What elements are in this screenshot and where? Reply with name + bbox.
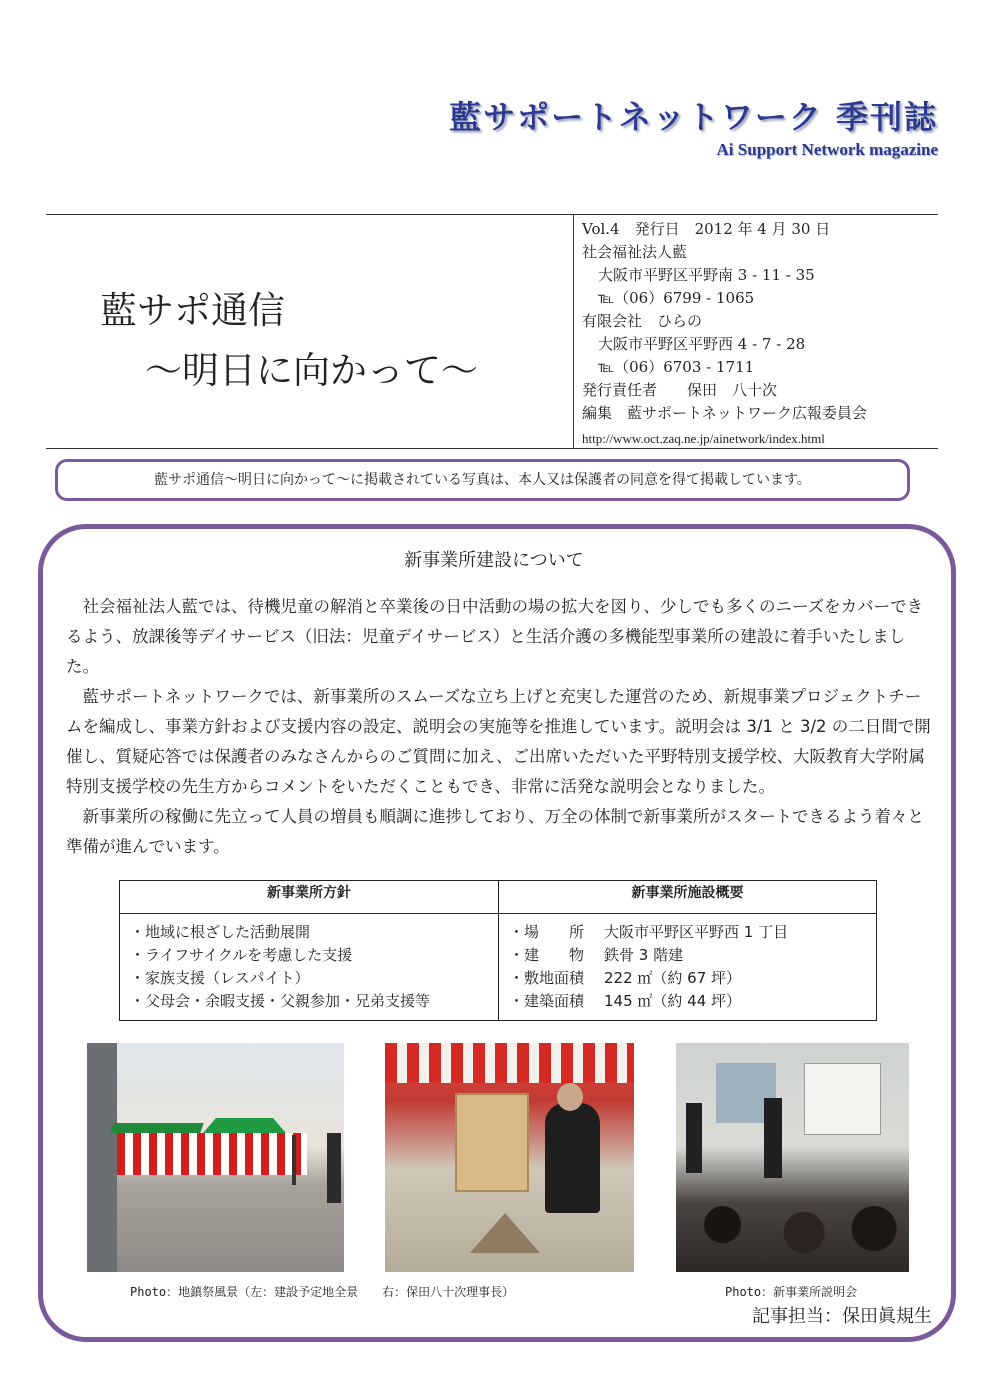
newsletter-subtitle: ～明日に向かって～: [145, 349, 478, 392]
policy-item: ・父母会・余暇支援・父親参加・兄弟支援等: [130, 992, 431, 1010]
org1-tel: ℡（06）6799 ‐ 1065: [598, 289, 755, 307]
facility-list: [499, 914, 877, 1021]
facility-value: 222 ㎡（約 67 坪）: [604, 969, 742, 987]
masthead-subtitle: Ai Support Network magazine: [716, 140, 938, 159]
article-body: [66, 592, 936, 862]
article-title: 新事業所建設について: [404, 550, 584, 571]
org1-address: 大阪市平野区平野南 3 ‐ 11 ‐ 35: [598, 266, 815, 284]
facility-key: ・敷地面積: [509, 969, 585, 987]
policy-header: 新事業所方針: [120, 881, 499, 914]
ceremony-photo-caption: Photo：地鎮祭風景（左：建設予定地全景 右：保田八十次理事長）: [130, 1285, 515, 1299]
publisher: 発行責任者 保田 八十次: [582, 381, 778, 399]
org2-tel: ℡（06）6703 ‐ 1711: [598, 358, 755, 376]
newsletter-title: 藍サポ通信: [100, 289, 285, 332]
facility-key: ・建築面積: [509, 992, 585, 1010]
facility-row: [509, 921, 866, 944]
article-paragraph: 社会福祉法人藍では、待機児童の解消と卒業後の日中活動の場の拡大を図り、少しでも多くのニーズをカバーできるよう、放課後等デイサービス（旧法：児童デイサービス）と生活介護の多機能型事業所の建設に着手いたしました。: [66, 597, 924, 676]
facility-value: 大阪市平野区平野西 1 丁目: [604, 923, 789, 941]
article-paragraph: 新事業所の稼働に先立って人員の増員も順調に進捗しており、万全の体制で新事業所がスタートできるよう着々と準備が進んでいます。: [66, 807, 924, 856]
facility-key: ・建 物: [509, 946, 585, 964]
policy-item: ・ライフサイクルを考慮した支援: [130, 946, 353, 964]
masthead-title: 藍サポートネットワーク 季刊誌: [449, 98, 938, 136]
issue-line: Vol.4 発行日 2012 年 4 月 30 日: [582, 220, 831, 238]
facility-key: ・場 所: [509, 923, 585, 941]
policy-list: [120, 914, 499, 1021]
photo-consent-notice: 藍サポ通信～明日に向かって～に掲載されている写真は、本人又は保護者の同意を得て掲載しています。: [55, 459, 910, 501]
policy-item: ・家族支援（レスパイト）: [130, 969, 310, 987]
policy-item: ・地域に根ざした活動展開: [130, 923, 311, 941]
org2-name: 有限会社 ひらの: [582, 312, 703, 330]
editor: 編集 藍サポートネットワーク広報委員会: [582, 404, 867, 422]
facility-value: 鉄骨 3 階建: [604, 946, 684, 964]
briefing-photo-caption: Photo：新事業所説明会: [725, 1285, 858, 1299]
groundbreaking-photo: [385, 1043, 634, 1272]
facility-table: [119, 880, 877, 1021]
website-url[interactable]: http://www.oct.zaq.ne.jp/ainetwork/index.html: [582, 431, 825, 446]
org1-name: 社会福祉法人藍: [582, 243, 688, 261]
header-rule-top: [46, 214, 938, 215]
briefing-session-photo: [676, 1043, 909, 1272]
article-paragraph: 藍サポートネットワークでは、新事業所のスムーズな立ち上げと充実した運営のため、新規事業プロジェクトチームを編成し、事業方針および支援内容の設定、説明会の実施等を推進しています。説明会は 3/1 と 3/2 の二日間で開催し、質疑応答では保護者のみなさんからのご質問に加え、ご出席いただいた平野特別支援学校、大阪教育大学附属特別支援学校の先生方からコメントをいただくこともでき、非常に活発な説明会となりました。: [66, 687, 931, 796]
facility-row: [509, 944, 866, 967]
facility-row: [509, 967, 866, 990]
org2-address: 大阪市平野区平野西 4 ‐ 7 ‐ 28: [598, 335, 806, 353]
facility-row: [509, 990, 866, 1013]
article-author: 記事担当：保田眞規生: [752, 1306, 932, 1327]
site-ceremony-photo: [87, 1043, 344, 1272]
facility-value: 145 ㎡（約 44 坪）: [604, 992, 742, 1010]
header-divider: [573, 214, 574, 448]
facility-header: 新事業所施設概要: [499, 881, 877, 914]
